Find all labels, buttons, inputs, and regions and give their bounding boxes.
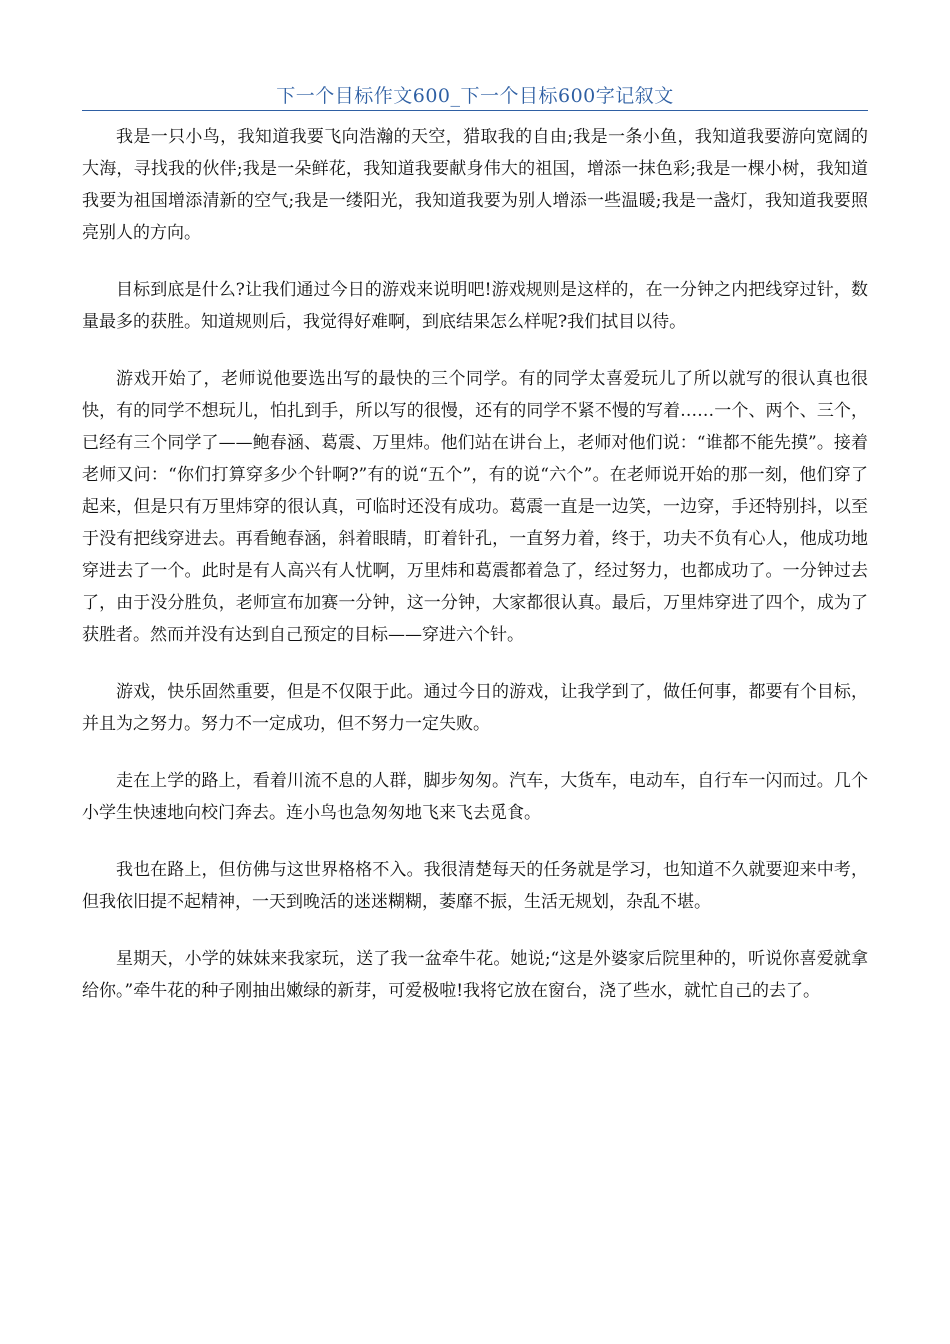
title-underline [82, 110, 868, 111]
paragraph-1: 我是一只小鸟，我知道我要飞向浩瀚的天空，猎取我的自由;我是一条小鱼，我知道我要游向宽阔的大海，寻找我的伙伴;我是一朵鲜花，我知道我要献身伟大的祖国，增添一抹色彩;我是一棵小树，我知道我要为祖国增添清新的空气;我是一缕阳光，我知道我要为别人增添一些温暖;我是一盏灯，我知道我要照亮别人的方向。 [82, 127, 868, 243]
paragraph-2: 目标到底是什么?让我们通过今日的游戏来说明吧!游戏规则是这样的，在一分钟之内把线穿过针，数量最多的获胜。知道规则后，我觉得好难啊，到底结果怎么样呢?我们拭目以待。 [82, 280, 868, 332]
paragraph-4: 游戏，快乐固然重要，但是不仅限于此。通过今日的游戏，让我学到了，做任何事，都要有个目标，并且为之努力。努力不一定成功，但不努力一定失败。 [82, 682, 868, 734]
paragraph-6: 我也在路上，但仿佛与这世界格格不入。我很清楚每天的任务就是学习，也知道不久就要迎来中考，但我依旧提不起精神，一天到晚活的迷迷糊糊，萎靡不振，生活无规划，杂乱不堪。 [82, 860, 868, 912]
paragraph-3: 游戏开始了，老师说他要选出写的最快的三个同学。有的同学太喜爱玩儿了所以就写的很认真也很快，有的同学不想玩儿，怕扎到手，所以写的很慢，还有的同学不紧不慢的写着……一个、两个、三个，已经有三个同学了——鲍春涵、葛震、万里炜。他们站在讲台上，老师对他们说：“谁都不能先摸”。接着老师又问：“你们打算穿多少个针啊?”有的说“五个”，有的说“六个”。在老师说开始的那一刻，他们穿了起来，但是只有万里炜穿的很认真，可临时还没有成功。葛震一直是一边笑，一边穿，手还特别抖，以至于没有把线穿进去。再看鲍春涵，斜着眼睛，盯着针孔，一直努力着，终于，功夫不负有心人，他成功地穿进去了一个。此时是有人高兴有人忧啊，万里炜和葛震都着急了，经过努力，也都成功了。一分钟过去了，由于没分胜负，老师宣布加赛一分钟，这一分钟，大家都很认真。最后，万里炜穿进了四个，成为了获胜者。然而并没有达到自己预定的目标——穿进六个针。 [82, 369, 868, 645]
document-page [82, 0, 868, 1032]
paragraph-5: 走在上学的路上，看着川流不息的人群，脚步匆匆。汽车，大货车，电动车，自行车一闪而过。几个小学生快速地向校门奔去。连小鸟也急匆匆地飞来飞去觅食。 [82, 771, 868, 823]
paragraph-7: 星期天，小学的妹妹来我家玩，送了我一盆牵牛花。她说;“这是外婆家后院里种的，听说你喜爱就拿给你。”牵牛花的种子刚抽出嫩绿的新芽，可爱极啦!我将它放在窗台，浇了些水，就忙自己的去了。 [82, 949, 868, 1001]
document-title: 下一个目标作文600_下一个目标600字记叙文 [276, 85, 674, 107]
document-body [82, 121, 868, 1007]
